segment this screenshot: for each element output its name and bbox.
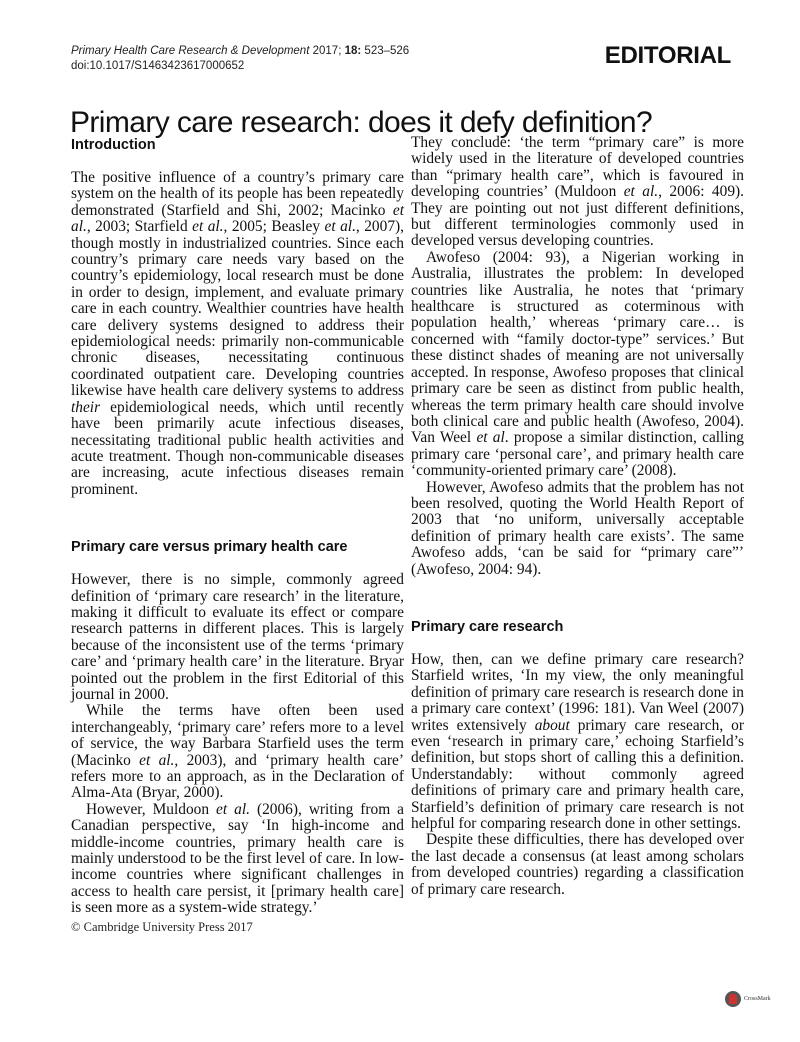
crossmark-badge[interactable]	[725, 991, 771, 1007]
paragraph: Awofeso (2004: 93), a Nigerian working in Australia, illustrates the problem: In developed countries like Australia, he notes that ‘primary healthcare is structured as coterminous with population health,’ whereas ‘primary care… is concerned with “family doctor-type” services.’ But these distinct shades of meaning are not universally accepted. In response, Awofeso proposes that clinical primary care be seen as distinct from public health, whereas the term primary health care should involve both clinical care and public health (Awofeso, 2004). Van Weel et al. propose a similar distinction, calling primary care ‘personal care’, and primary health care ‘community-oriented primary care’ (2008).	[411, 248, 744, 480]
journal-volume: 18:	[344, 45, 362, 57]
journal-name: Primary Health Care Research & Development	[71, 45, 310, 57]
paragraph: How, then, can we define primary care research? Starfield writes, ‘In my view, the only meaningful definition of primary care research is research done in a primary care context’ (1996: 181). Van Weel (2007) writes extensively about primary care research, or even ‘research in primary care,’ echoing Starfield’s definition, but stops short of calling this a definition. Understandably: without commonly agreed definitions of primary care and primary health care, Starfield’s definition of primary care research is not helpful for comparing research done in other settings.	[411, 650, 744, 833]
section-heading-research: Primary care research	[411, 618, 564, 635]
journal-header	[71, 44, 409, 74]
paragraph: The positive influence of a country’s primary care system on the health of its people has been repeatedly demonstrated (Starfield and Shi, 2002; Macinko et al., 2003; Starfield et al., 2005; Beasley et al., 2007), though mostly in industrialized countries. Since each country’s primary care needs vary based on the country’s epidemiology, local research must be done in order to design, implement, and evaluate primary care in each country. Wealthier countries have health care delivery systems designed to address their epidemiological needs: primarily non-communicable chronic diseases, necessitating continuous coordinated outpatient care. Developing countries likewise have health care delivery systems to address their epidemiological needs, which until recently have been primarily acute infectious diseases, necessitating traditional public health activities and acute treatment. Though non-communicable diseases are increasing, acute infectious diseases remain prominent.	[71, 169, 404, 498]
right-column	[411, 135, 744, 898]
paragraph: While the terms have often been used interchangeably, ‘primary care’ refers more to a level of service, the way Barbara Starfield uses the term (Macinko et al., 2003), and ‘primary health care’ refers more to an approach, as in the Declaration of Alma-Ata (Bryar, 2000).	[71, 702, 404, 802]
paragraph: Despite these difficulties, there has developed over the last decade a consensus (at least among scholars from developed countries) regarding a classification of primary care research.	[411, 831, 744, 898]
left-column	[71, 136, 404, 917]
section-heading-versus: Primary care versus primary health care	[71, 539, 348, 556]
doi[interactable]: doi:10.1017/S1463423617000652	[71, 60, 245, 72]
paragraph: They conclude: ‘the term “primary care” is more widely used in the literature of developed countries than “primary health care”, which is favoured in developing countries’ (Muldoon et al., 2006: 409). They are pointing out not just different definitions, but different terminologies commonly used in developed versus developing countries.	[411, 134, 744, 250]
journal-year: 2017;	[312, 45, 342, 57]
copyright-notice: © Cambridge University Press 2017	[71, 920, 253, 934]
paragraph: However, there is no simple, commonly agreed definition of ‘primary care research’ in the literature, making it difficult to evaluate its effect or compare research patterns in different places. This is largely because of the inconsistent use of the terms ‘primary care’ and ‘primary health care’ in the literature. Bryar pointed out the problem in the first Editorial of this journal in 2000.	[71, 571, 404, 703]
article-title: Primary care research: does it defy definition?	[70, 106, 653, 140]
crossmark-label: CrossMark	[744, 996, 771, 1002]
section-label: EDITORIAL	[604, 42, 731, 69]
section-heading-introduction: Introduction	[71, 137, 156, 153]
paragraph: However, Awofeso admits that the problem has not been resolved, quoting the World Health Report of 2003 that ‘no uniform, universally acceptable definition of primary health care exists’. The same Awofeso adds, ‘can be said for “primary care”’ (Awofeso, 2004: 94).	[411, 478, 744, 578]
journal-pages: 523–526	[364, 45, 410, 57]
crossmark-icon	[725, 991, 741, 1007]
paragraph: However, Muldoon et al. (2006), writing from a Canadian perspective, say ‘In high-income and middle-income countries, primary health care is mainly understood to be the first level of care. In low-income countries where significant challenges in access to health care persist, it [primary health care] is seen more as a system-wide strategy.’	[71, 800, 404, 917]
citation-line	[71, 44, 409, 59]
